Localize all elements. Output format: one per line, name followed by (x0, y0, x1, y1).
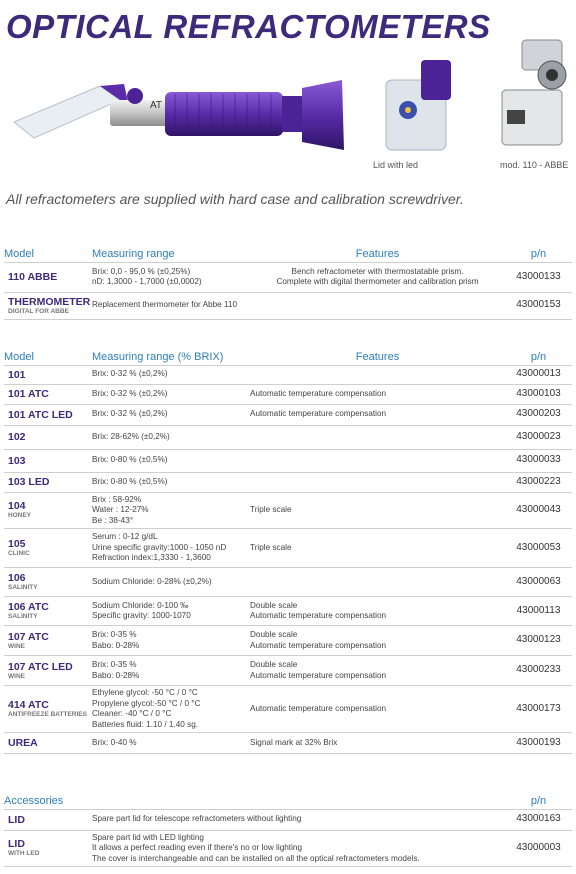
page-title: OPTICAL REFRACTOMETERS (6, 8, 491, 45)
model-name: 110 ABBE (8, 271, 58, 283)
model-subtitle: WINE (8, 642, 25, 650)
table-row (4, 449, 572, 472)
features-cell (250, 384, 505, 404)
model-name: 107 ATC LED (8, 660, 73, 673)
range-cell (92, 262, 250, 292)
range-cell (92, 365, 250, 384)
feature-line: Bench refractometer with thermostatable prism. (291, 266, 464, 276)
part-number: 43000003 (505, 830, 572, 867)
feature-line: Automatic temperature compensation (250, 670, 387, 680)
table-row (4, 365, 572, 384)
range-line: Brix: 0-32 % (±0,2%) (92, 388, 168, 398)
lid-caption: Lid with led (373, 160, 419, 170)
feature-line: Automatic temperature compensation (250, 611, 387, 620)
model-cell (4, 809, 92, 830)
feature-line: Complete with digital thermometer and calibration prism (276, 277, 479, 286)
feature-line: Signal mark at 32% Brix (250, 737, 338, 747)
header-pn: p/n (505, 793, 572, 809)
model-name: 102 (8, 431, 26, 443)
features-cell (250, 365, 505, 384)
header-pn: p/n (505, 246, 572, 262)
model-name: UREA (8, 737, 38, 749)
feature-line: Triple scale (250, 542, 292, 552)
accessories-table (4, 793, 572, 867)
table-row (4, 597, 572, 626)
header-model: Model (4, 246, 92, 262)
model-cell (4, 262, 92, 292)
model-cell (4, 626, 92, 656)
part-number: 43000203 (505, 404, 572, 425)
range-line: Brix: 0-80 % (±0,5%) (92, 455, 168, 465)
model-cell (4, 597, 92, 626)
feature-line: Double scale (250, 630, 298, 639)
range-line: The cover is interchangeable and can be installed on all the optical refractometers models. (92, 853, 420, 863)
feature-line: Automatic temperature compensation (250, 409, 387, 419)
table-row (4, 656, 572, 686)
range-cell (92, 404, 250, 425)
range-line: Babo: 0-28% (92, 670, 140, 680)
range-cell (92, 449, 250, 472)
features-cell (250, 472, 505, 492)
header-accessories: Accessories (4, 793, 92, 809)
header-features: Features (250, 246, 505, 262)
part-number: 43000113 (505, 597, 572, 626)
model-name: 105 (8, 538, 26, 550)
range-line: Ethylene glycol: -50 °C / 0 °C (92, 688, 198, 697)
part-number: 43000103 (505, 384, 572, 404)
model-subtitle: ANTIFREEZE BATTERIES (8, 711, 87, 718)
part-number: 43000173 (505, 686, 572, 733)
range-line: Brix: 0-35 % (92, 630, 137, 639)
header-range: Measuring range (% BRIX) (92, 349, 250, 365)
part-number: 43000223 (505, 472, 572, 492)
range-line: Replacement thermometer for Abbe 110 (92, 300, 238, 310)
model-cell (4, 449, 92, 472)
model-cell (4, 656, 92, 686)
range-line: Refraction index:1,3330 - 1,3600 (92, 553, 211, 563)
range-cell (92, 809, 505, 830)
table-header (4, 246, 572, 262)
range-cell (92, 597, 250, 626)
range-cell (92, 568, 250, 597)
model-name: LID (8, 838, 25, 851)
model-subtitle: CLINIC (8, 550, 30, 557)
features-cell (250, 404, 505, 425)
range-line: Brix : 58-92% (92, 494, 142, 504)
table-row (4, 626, 572, 656)
range-line: Spare part lid with LED lighting (92, 832, 204, 842)
range-line: Sodium Chloride: 0-28% (±0,2%) (92, 576, 212, 586)
model-subtitle: SALINITY (8, 613, 38, 620)
model-name: 101 (8, 368, 26, 381)
part-number: 43000023 (505, 425, 572, 449)
model-cell (4, 365, 92, 384)
refractometer-image (10, 70, 350, 160)
features-cell (250, 262, 505, 292)
range-line: Specific gravity: 1000-1070 (92, 611, 191, 620)
range-line: Brix: 0-35 % (92, 660, 137, 669)
range-line: Batteries fluid: 1.10 / 1.40 sg. (92, 719, 199, 729)
model-name: 104 (8, 500, 26, 513)
features-cell (250, 449, 505, 472)
range-cell (92, 529, 250, 568)
model-cell (4, 425, 92, 449)
features-cell (250, 686, 505, 733)
model-name: 101 ATC LED (8, 408, 73, 421)
part-number: 43000193 (505, 733, 572, 754)
range-line: Babo: 0-28% (92, 640, 140, 650)
refractometer-table (4, 349, 572, 754)
features-cell (250, 626, 505, 656)
model-subtitle: HONEY (8, 512, 32, 520)
model-subtitle: WINE (8, 672, 25, 680)
table-header (4, 793, 572, 809)
part-number: 43000123 (505, 626, 572, 656)
range-cell (92, 492, 250, 529)
part-number: 43000043 (505, 492, 572, 529)
model-cell (4, 529, 92, 568)
model-cell (4, 686, 92, 733)
features-cell (250, 425, 505, 449)
model-cell (4, 492, 92, 529)
supply-note: All refractometers are supplied with hard case and calibration screwdriver. (6, 191, 464, 207)
features-cell (250, 597, 505, 626)
range-cell (92, 292, 250, 319)
abbe-table (4, 246, 572, 320)
features-cell (250, 492, 505, 529)
model-cell (4, 292, 92, 319)
range-line: Urine specific gravity:1000 - 1050 nD (92, 542, 227, 552)
part-number: 43000163 (505, 809, 572, 830)
table-row (4, 292, 572, 319)
model-name: 107 ATC (8, 630, 49, 643)
range-line: nD: 1,3000 - 1,7000 (±0,0002) (92, 277, 202, 286)
header-range: Measuring range (92, 246, 250, 262)
model-subtitle: DIGITAL FOR ABBE (8, 307, 69, 315)
table-row (4, 492, 572, 529)
table-row (4, 568, 572, 597)
range-line: Propylene glycol:-50 °C / 0 °C (92, 698, 201, 708)
features-cell (250, 656, 505, 686)
feature-line: Automatic temperature compensation (250, 640, 387, 650)
model-cell (4, 830, 92, 867)
abbe-refractometer-image (492, 30, 576, 155)
model-name: 106 (8, 572, 26, 584)
table-row (4, 472, 572, 492)
range-cell (92, 656, 250, 686)
range-cell (92, 686, 250, 733)
range-cell (92, 733, 250, 754)
feature-line: Double scale (250, 600, 298, 610)
range-line: Brix: 28-62% (±0,2%) (92, 431, 170, 441)
feature-line: Automatic temperature compensation (250, 388, 387, 398)
model-name: THERMOMETER (8, 295, 91, 308)
feature-line: Triple scale (250, 505, 292, 514)
table-row (4, 733, 572, 754)
table-row (4, 404, 572, 425)
part-number: 43000153 (505, 292, 572, 319)
range-line: Brix: 0-40 % (92, 737, 137, 747)
range-line: Brix: 0-80 % (±0,5%) (92, 476, 168, 486)
header-model: Model (4, 349, 92, 365)
model-name: 103 LED (8, 476, 50, 488)
model-cell (4, 384, 92, 404)
range-line: Serum : 0-12 g/dL (92, 532, 158, 542)
part-number: 43000053 (505, 529, 572, 568)
range-cell (92, 472, 250, 492)
range-line: Brix: 0,0 - 95,0 % (±0,25%) (92, 266, 191, 276)
range-cell (92, 384, 250, 404)
model-subtitle: WITH LED (8, 850, 40, 858)
lid-with-led-image (366, 55, 466, 155)
feature-line: Double scale (250, 660, 298, 669)
model-name: 101 ATC (8, 388, 49, 400)
range-cell (92, 425, 250, 449)
model-subtitle: SALINITY (8, 584, 38, 591)
range-line: Cleaner: -40 °C / 0 °C (92, 709, 172, 718)
part-number: 43000013 (505, 365, 572, 384)
features-cell (250, 733, 505, 754)
range-line: Spare part lid for telescope refractometers without lighting (92, 814, 302, 824)
table-row (4, 262, 572, 292)
range-cell (92, 830, 505, 867)
range-line: It allows a perfect reading even if there's no or low lighting (92, 843, 303, 852)
model-cell (4, 472, 92, 492)
range-line: Brix: 0-32 % (±0,2%) (92, 409, 168, 419)
table-row (4, 529, 572, 568)
table-header (4, 349, 572, 365)
range-line: Sodium Chloride: 0-100 ‰ (92, 600, 189, 610)
part-number: 43000133 (505, 262, 572, 292)
header-features: Features (250, 349, 505, 365)
table-row (4, 686, 572, 733)
table-row (4, 384, 572, 404)
header-pn: p/n (505, 349, 572, 365)
model-cell (4, 568, 92, 597)
part-number: 43000033 (505, 449, 572, 472)
header-blank (92, 793, 505, 809)
model-name: LID (8, 813, 25, 826)
table-row (4, 830, 572, 867)
features-cell (250, 529, 505, 568)
features-cell (250, 568, 505, 597)
table-row (4, 809, 572, 830)
table-row (4, 425, 572, 449)
range-cell (92, 626, 250, 656)
range-line: Brix: 0-32 % (±0,2%) (92, 369, 168, 379)
model-cell (4, 733, 92, 754)
range-line: Water : 12-27% (92, 505, 149, 514)
model-name: 414 ATC (8, 699, 49, 711)
feature-line: Automatic temperature compensation (250, 703, 387, 713)
model-cell (4, 404, 92, 425)
model-name: 106 ATC (8, 601, 49, 613)
hero-label: AT (150, 100, 163, 111)
features-cell (250, 292, 505, 319)
abbe-caption: mod. 110 - ABBE (500, 160, 569, 170)
part-number: 43000233 (505, 656, 572, 686)
model-name: 103 (8, 454, 26, 467)
part-number: 43000063 (505, 568, 572, 597)
range-line: Be : 38-43° (92, 515, 134, 525)
